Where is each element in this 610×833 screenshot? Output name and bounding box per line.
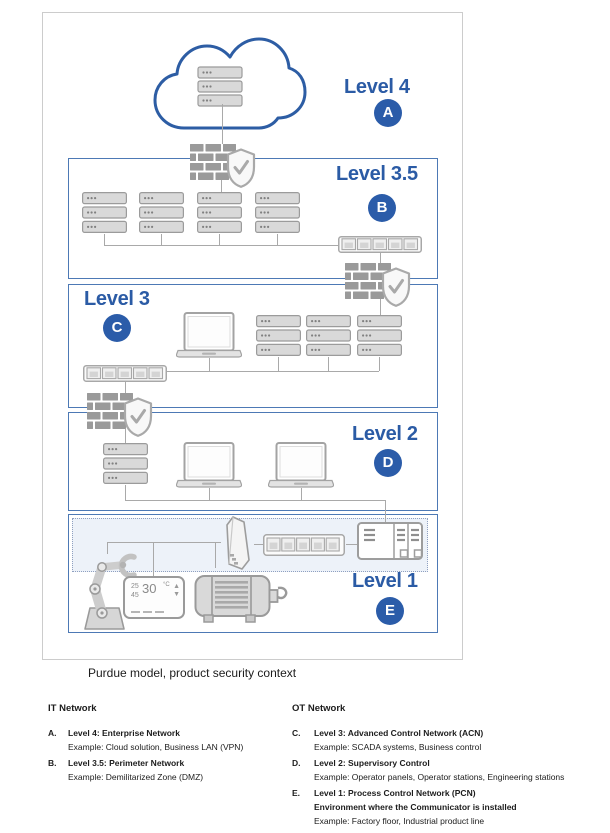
shield-check-icon	[381, 267, 411, 307]
up-arrow-icon: ▲	[173, 583, 180, 590]
motor-icon	[194, 568, 290, 624]
item-title: Level 3: Advanced Control Network (ACN)	[314, 728, 484, 738]
legend-item-d	[292, 756, 604, 784]
level3-badge: C	[103, 314, 131, 342]
connector-line	[346, 544, 357, 545]
connector-line	[278, 357, 279, 371]
item-title: Level 4: Enterprise Network	[68, 728, 180, 738]
level3-label: Level 3	[84, 288, 150, 310]
legend-item-c	[292, 726, 604, 754]
down-arrow-icon: ▼	[173, 591, 180, 598]
level1-badge: E	[376, 597, 404, 625]
item-title: Level 1: Process Control Network (PCN)	[314, 788, 476, 798]
connector-line	[167, 371, 379, 372]
level1-label: Level 1	[352, 570, 418, 592]
connector-line	[125, 382, 126, 393]
item-example: Example: Demilitarized Zone (DMZ)	[68, 772, 204, 782]
level3-5-badge: B	[368, 194, 396, 222]
plc-icon	[357, 522, 423, 560]
level4-badge: A	[374, 99, 402, 127]
network-switch-icon	[83, 365, 167, 382]
laptop-icon	[268, 442, 334, 488]
shield-check-icon	[226, 148, 256, 188]
server-stack-icon	[357, 315, 402, 357]
connector-line	[104, 234, 105, 245]
connector-line	[209, 358, 210, 371]
hmi-top-value: 25	[131, 583, 139, 590]
level2-label: Level 2	[352, 423, 418, 445]
connector-line	[379, 357, 380, 371]
connector-line	[277, 234, 278, 245]
level2-badge: D	[374, 449, 402, 477]
server-stack-icon	[139, 192, 184, 234]
connector-line	[104, 245, 339, 246]
connector-line	[209, 488, 210, 500]
item-title: Level 2: Supervisory Control	[314, 758, 430, 768]
shield-check-icon	[123, 397, 153, 437]
connector-line	[153, 542, 154, 576]
legend-item-e	[292, 786, 604, 828]
hmi-unit: °C	[163, 582, 170, 588]
legend-it-network	[48, 703, 286, 786]
server-stack-icon	[197, 192, 242, 234]
connector-line	[380, 253, 381, 263]
legend-ot-title: OT Network	[292, 703, 346, 714]
laptop-icon	[176, 312, 242, 358]
legend-item-a	[48, 726, 286, 754]
communicator-icon	[220, 516, 254, 570]
hmi-main-value: 30	[142, 581, 157, 596]
connector-line	[222, 104, 223, 144]
legend-item-b	[48, 756, 286, 784]
network-switch-icon	[263, 534, 345, 556]
cloud-icon	[150, 34, 308, 136]
connector-line	[385, 500, 386, 522]
item-subtitle: Environment where the Communicator is installed	[314, 802, 517, 812]
connector-line	[107, 542, 221, 543]
hmi-panel-icon	[123, 576, 185, 619]
item-letter: B.	[48, 758, 57, 768]
connector-line	[215, 542, 216, 568]
connector-line	[328, 357, 329, 371]
connector-line	[125, 485, 126, 500]
server-stack-icon	[255, 192, 300, 234]
item-example: Example: Factory floor, Industrial product line	[314, 816, 485, 826]
connector-line	[125, 500, 385, 501]
item-letter: D.	[292, 758, 301, 768]
item-example: Example: SCADA systems, Business control	[314, 742, 482, 752]
laptop-icon	[176, 442, 242, 488]
item-example: Example: Operator panels, Operator stations, Engineering stations	[314, 772, 565, 782]
server-stack-icon	[306, 315, 351, 357]
hmi-bottom-value: 45	[131, 592, 139, 599]
server-stack-icon	[82, 192, 127, 234]
legend-it-title: IT Network	[48, 703, 97, 714]
server-stack-icon	[256, 315, 301, 357]
network-switch-icon	[338, 236, 422, 253]
item-letter: A.	[48, 728, 57, 738]
legend-ot-network	[292, 703, 604, 830]
level3-5-label: Level 3.5	[336, 163, 418, 185]
connector-line	[161, 234, 162, 245]
connector-line	[301, 488, 302, 500]
connector-line	[254, 544, 263, 545]
connector-line	[219, 234, 220, 245]
item-example: Example: Cloud solution, Business LAN (VPN)	[68, 742, 244, 752]
server-stack-icon	[103, 443, 148, 485]
level4-label: Level 4	[344, 76, 410, 98]
item-letter: C.	[292, 728, 301, 738]
diagram-caption: Purdue model, product security context	[88, 666, 297, 680]
item-title: Level 3.5: Perimeter Network	[68, 758, 185, 768]
hmi-button-dashes	[131, 611, 164, 613]
item-letter: E.	[292, 788, 301, 798]
